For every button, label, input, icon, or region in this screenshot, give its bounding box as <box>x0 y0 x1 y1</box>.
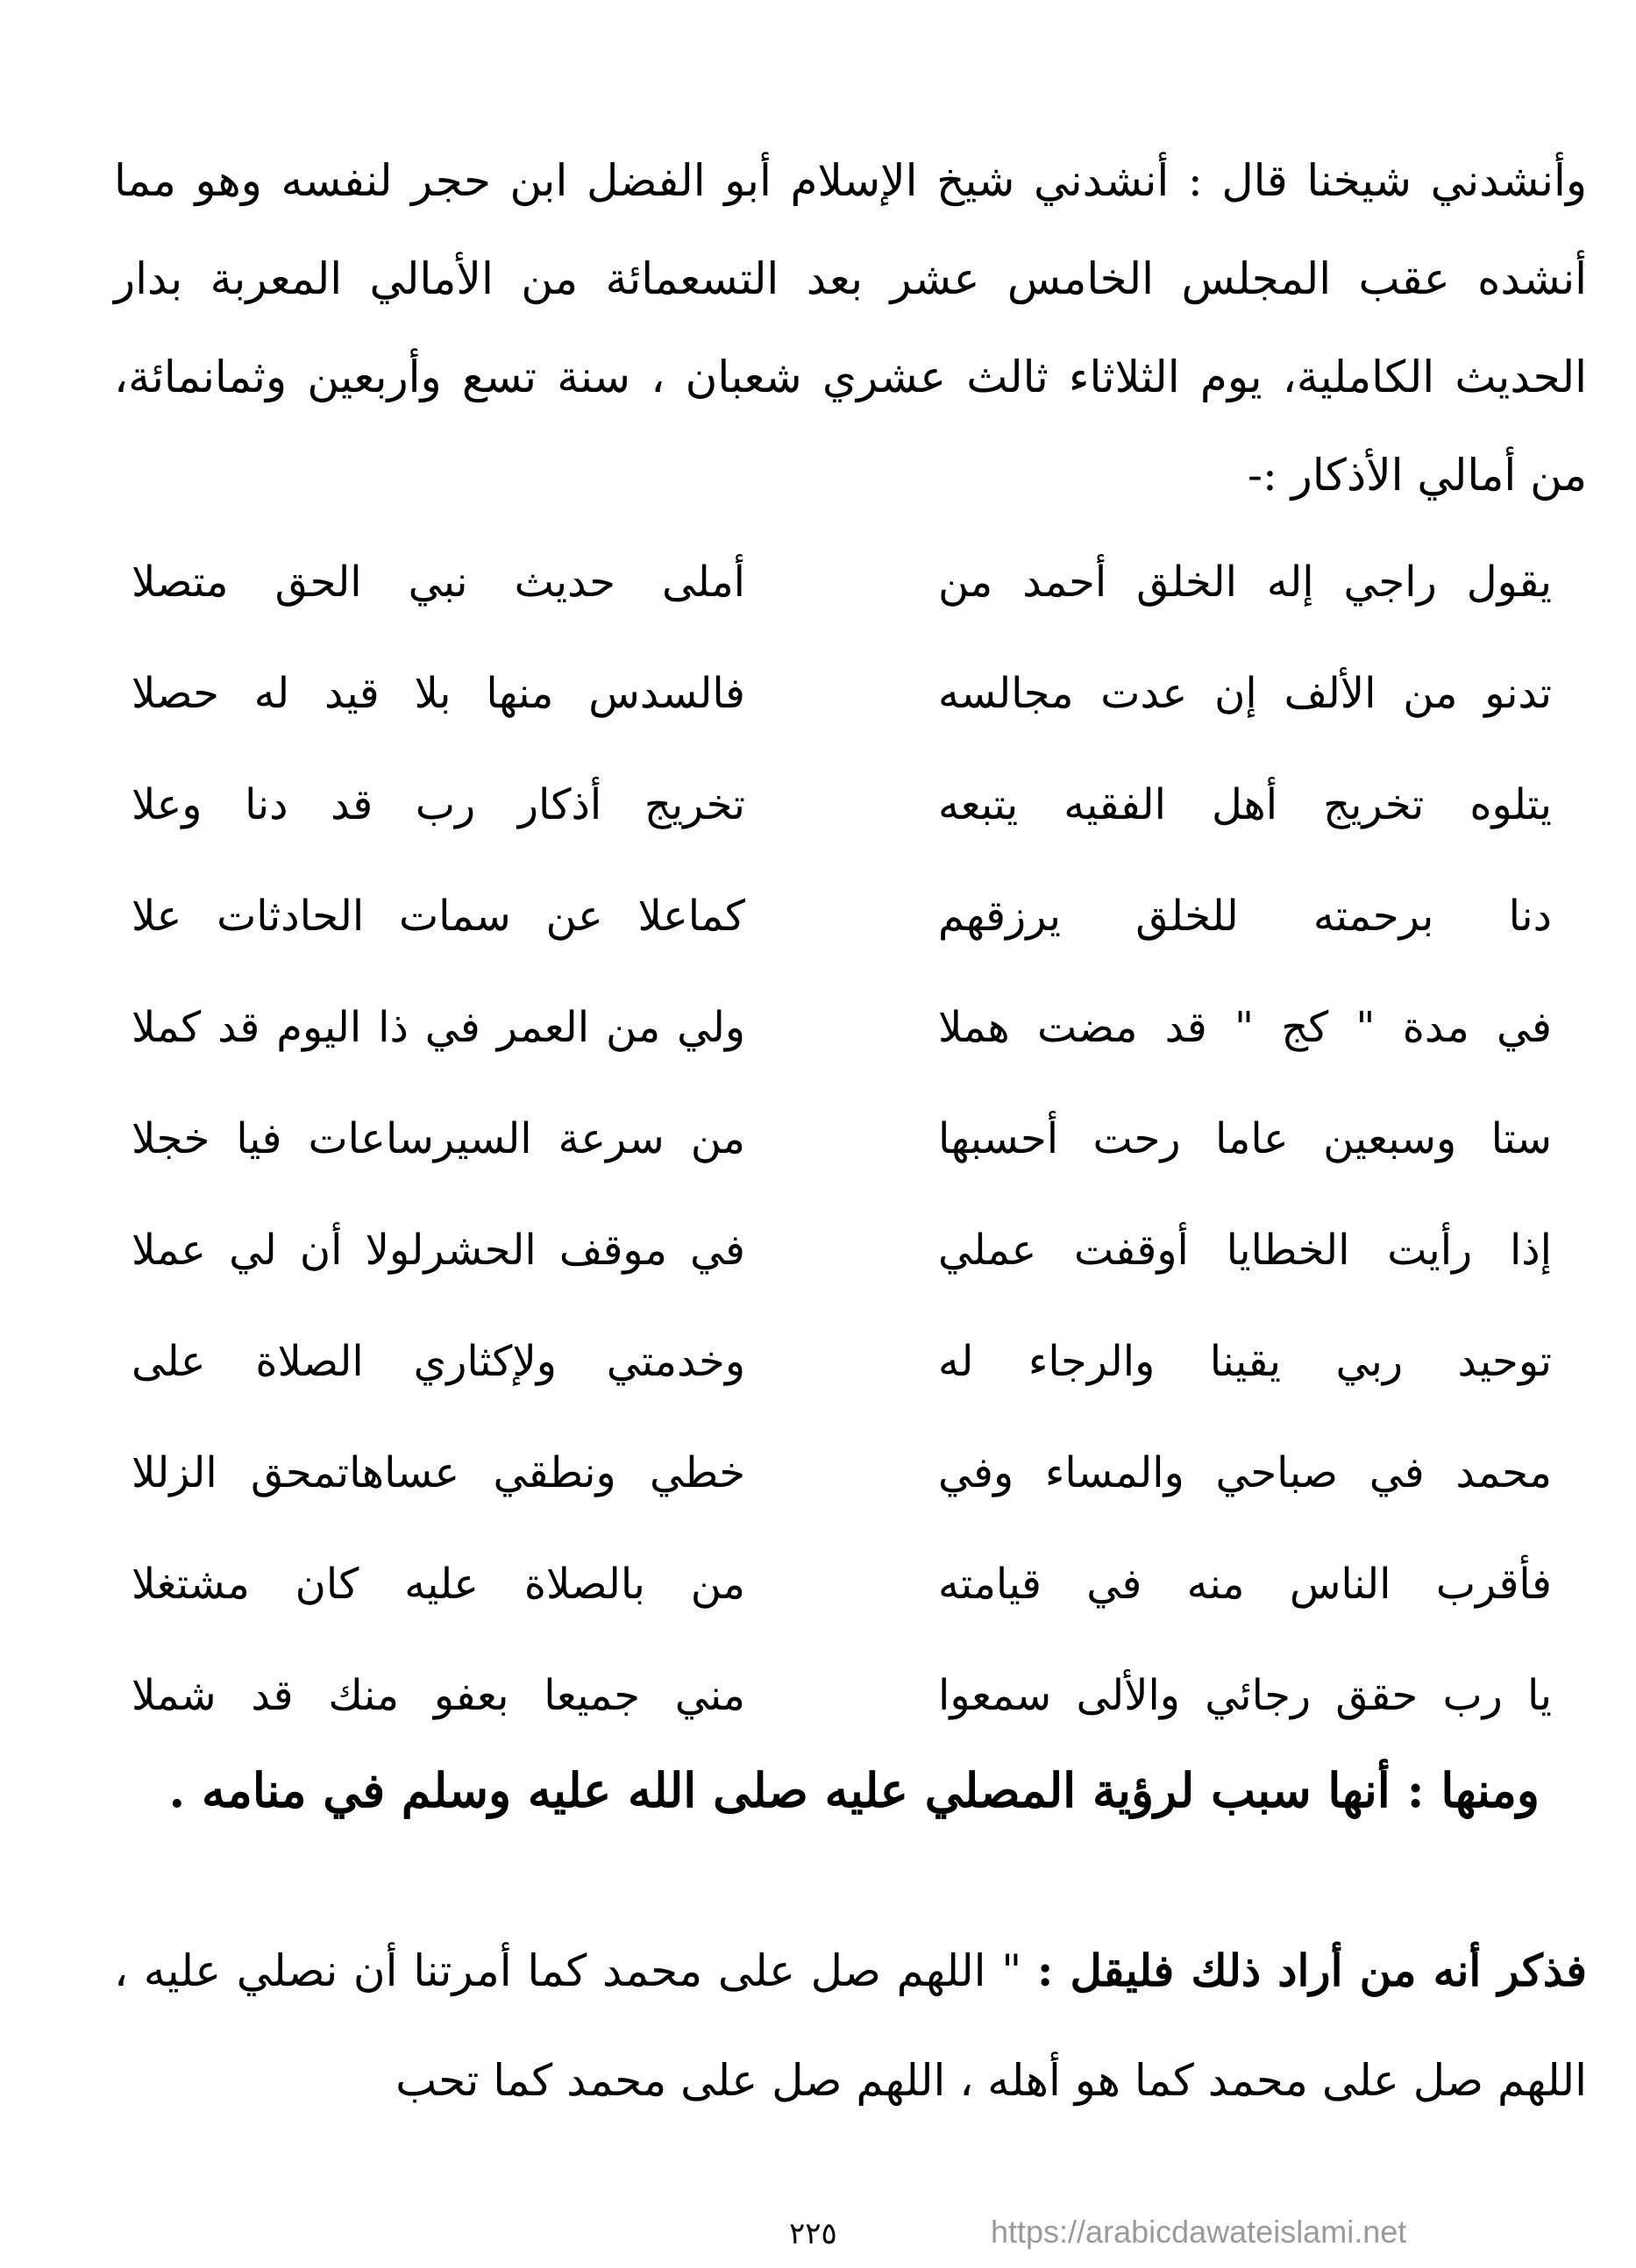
verse <box>132 860 1552 971</box>
page-number: ٢٢٥ <box>789 2216 837 2251</box>
verse-second-hemistich: فالسدس منها بلا قيد له حصلا <box>132 668 745 718</box>
closing-lead: فذكر أنه من أراد ذلك فليقل : <box>1036 1945 1587 1996</box>
poem <box>132 526 1552 1751</box>
verse-first-hemistich: دنا برحمته للخلق يرزقهم <box>938 891 1552 941</box>
verse-second-hemistich: من سرعة السيرساعات فيا خجلا <box>132 1113 745 1163</box>
verse-second-hemistich: كماعلا عن سمات الحادثات علا <box>132 891 745 941</box>
verse <box>132 637 1552 749</box>
verse-first-hemistich: يقول راجي إله الخلق أحمد من <box>938 557 1552 607</box>
verse-first-hemistich: يا رب حقق رجائي والألى سمعوا <box>938 1670 1553 1720</box>
verse-first-hemistich: يتلوه تخريج أهل الفقيه يتبعه <box>938 779 1552 829</box>
verse <box>132 1417 1552 1528</box>
verse <box>132 1194 1552 1305</box>
verse-first-hemistich: محمد في صباحي والمساء وفي <box>938 1447 1552 1497</box>
verse <box>132 1528 1552 1639</box>
verse-second-hemistich: مني جميعا بعفو منك قد شملا <box>132 1670 745 1720</box>
verse <box>132 971 1552 1083</box>
verse-second-hemistich: ولي من العمر في ذا اليوم قد كملا <box>132 1002 745 1052</box>
verse <box>132 1639 1552 1751</box>
verse <box>132 526 1552 637</box>
verse-second-hemistich: خطي ونطقي عساهاتمحق الزللا <box>132 1447 745 1497</box>
verse <box>132 749 1552 860</box>
verse-first-hemistich: فأقرب الناس منه في قيامته <box>938 1559 1552 1609</box>
verse <box>132 1083 1552 1194</box>
verse-second-hemistich: تخريج أذكار رب قد دنا وعلا <box>132 779 745 829</box>
watermark-url: https://arabicdawateislami.net <box>991 2214 1407 2250</box>
closing-paragraph <box>114 1916 1587 2136</box>
verse-second-hemistich: أملى حديث نبي الحق متصلا <box>132 557 745 607</box>
verse-second-hemistich: وخدمتي ولإكثاري الصلاة على <box>132 1336 745 1386</box>
verse-first-hemistich: تدنو من الألف إن عدت مجالسه <box>938 668 1552 718</box>
verse-second-hemistich: في موقف الحشرلولا أن لي عملا <box>132 1225 745 1275</box>
verse-first-hemistich: إذا رأيت الخطايا أوقفت عملي <box>938 1225 1552 1275</box>
verse-first-hemistich: توحيد ربي يقينا والرجاء له <box>938 1336 1552 1386</box>
verse-first-hemistich: في مدة " كج " قد مضت هملا <box>938 1002 1552 1052</box>
bold-statement: ومنها : أنها سبب لرؤية المصلي عليه صلى الله عليه وسلم في منامه . <box>168 1762 1540 1818</box>
verse-first-hemistich: ستا وسبعين عاما رحت أحسبها <box>938 1113 1552 1163</box>
verse <box>132 1305 1552 1417</box>
intro-paragraph: وأنشدني شيخنا قال : أنشدني شيخ الإسلام أبو الفضل ابن حجر لنفسه وهو مما أنشده عقب المجلس الخامس عشر بعد التسعمائة من الأمالي المعربة بدار الحديث الكاملية، يوم الثلاثاء ثالث عشري شعبان ، سنة تسع وأربعين وثمانمائة، من أمالي الأذكار :- <box>114 155 1587 501</box>
closing-text: " اللهم صل على محمد كما أمرتنا أن نصلي عليه ، اللهم صل على محمد كما هو أهله ، اللهم صل على محمد كما تحب <box>114 1945 1587 2106</box>
verse-second-hemistich: من بالصلاة عليه كان مشتغلا <box>132 1559 745 1609</box>
